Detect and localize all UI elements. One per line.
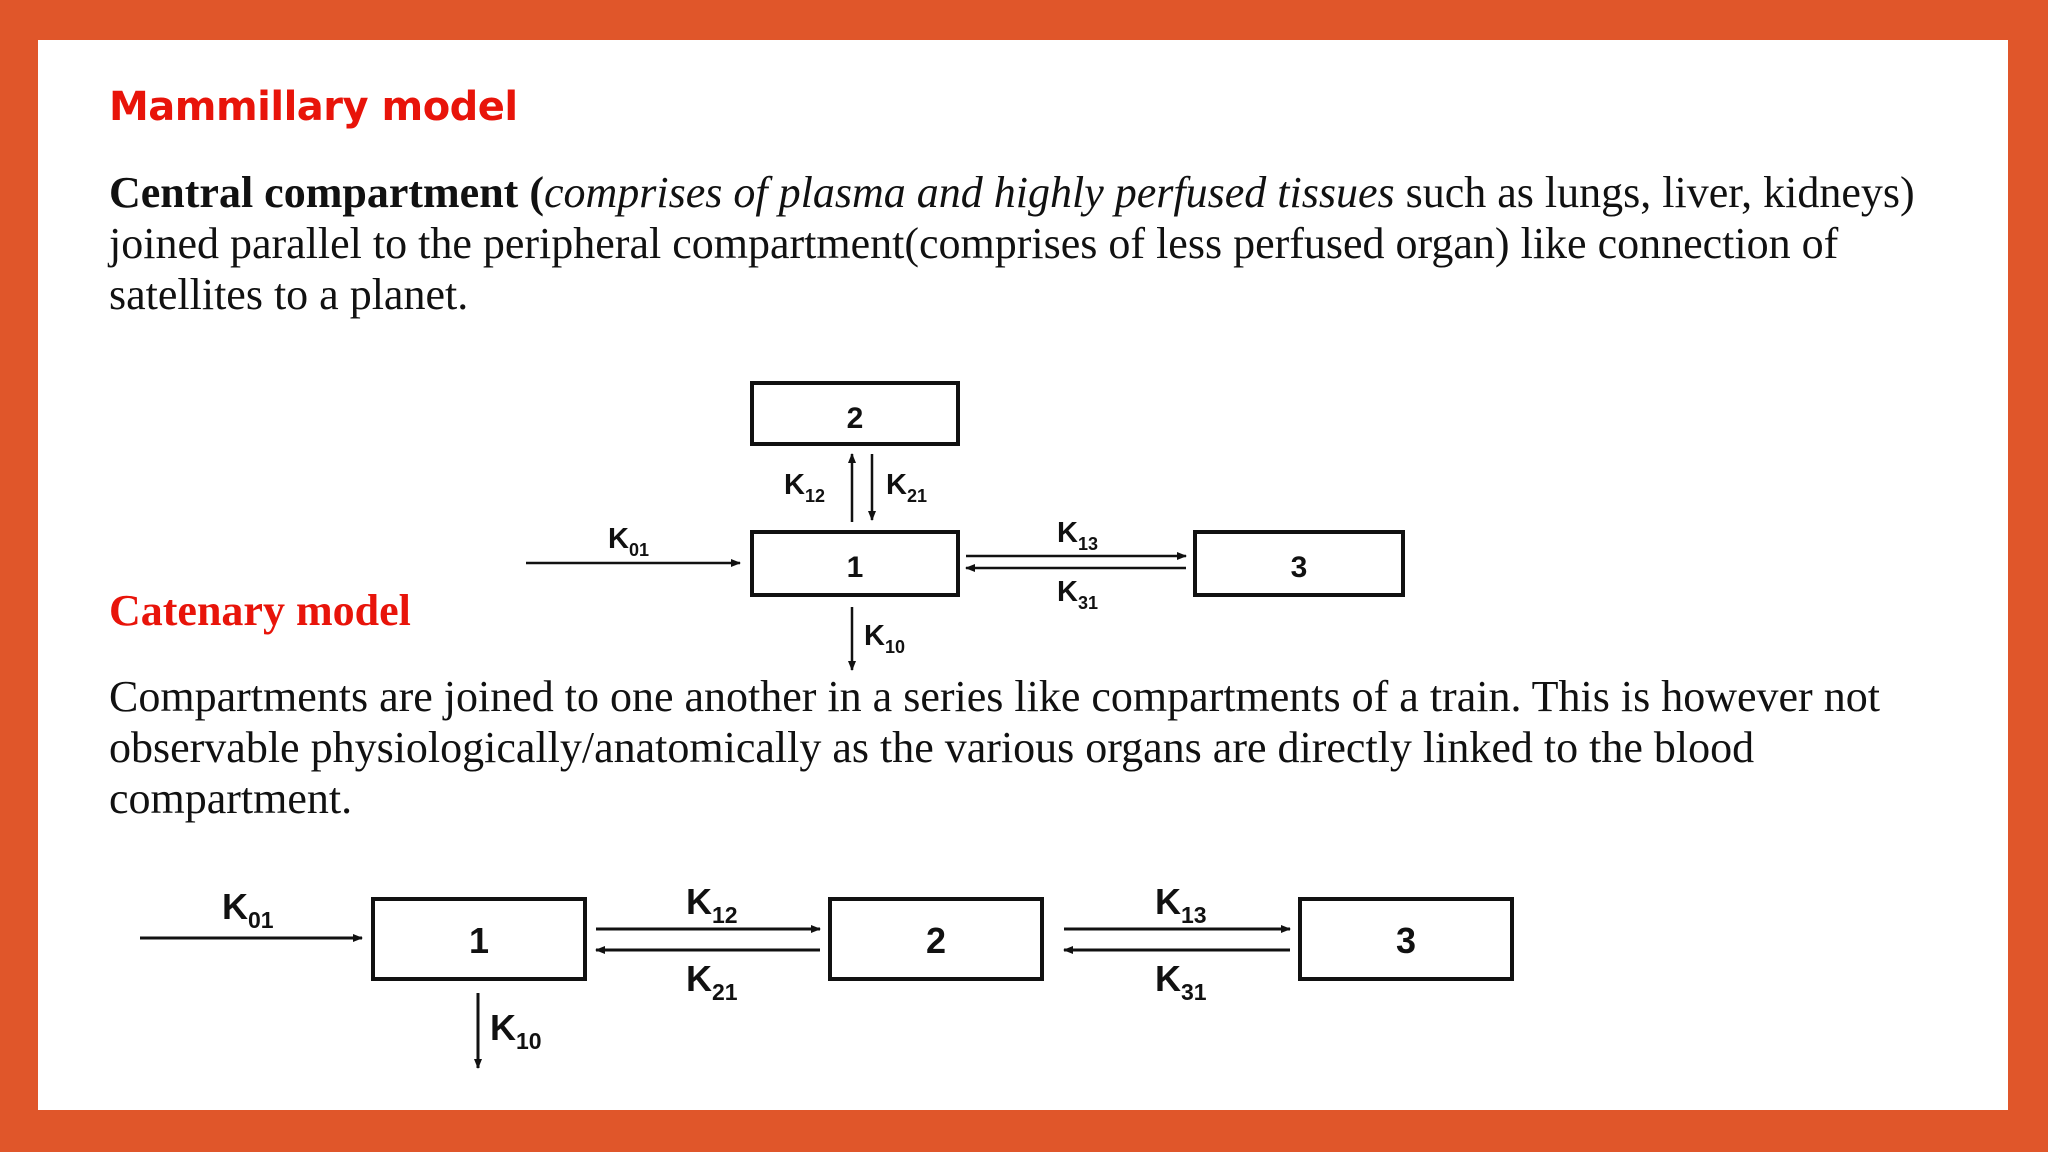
catenary-heading: Catenary model <box>109 586 411 635</box>
mammillary-paragraph: Central compartment (comprises of plasma and highly perfused tissues such as lungs, liver, kidneys) joined parallel to the peripheral compartment(comprises of less perfused organ) like connection of satellites to a planet. <box>109 168 1915 319</box>
catenary-k31-label: $K_{31}$ <box>1155 958 1207 1005</box>
catenary-box-3-label: 3 <box>1395 920 1417 961</box>
k13-label: $K_{13}$ <box>1057 517 1098 554</box>
catenary-box-2-label: 2 <box>925 920 947 961</box>
central-compartment-definition: comprises of plasma and highly perfused tissues <box>543 168 1395 217</box>
mammillary-heading: Mammillary model <box>109 84 518 130</box>
mammillary-diagram <box>526 383 1403 670</box>
k21-label: $K_{21}$ <box>886 469 927 506</box>
catenary-k01-label: $K_{01}$ <box>222 886 274 933</box>
catenary-k21-label: $K_{21}$ <box>686 958 738 1005</box>
catenary-k12-label: $K_{12}$ <box>686 881 738 928</box>
catenary-diagram <box>140 881 1512 1068</box>
k12-label: $K_{12}$ <box>784 469 825 506</box>
catenary-box-1-label: 1 <box>468 920 490 961</box>
k10-label: $K_{10}$ <box>864 620 905 657</box>
compartment-3-label: 3 <box>1290 551 1308 584</box>
central-compartment-term: Central compartment <box>109 168 519 217</box>
catenary-k10-label: $K_{10}$ <box>490 1007 542 1054</box>
compartment-2-label: 2 <box>846 402 864 435</box>
catenary-paragraph: Compartments are joined to one another in a series like compartments of a train. This is however not observable physiologically/anatomically as the various organs are directly linked to the blood compartment. <box>109 672 1880 823</box>
k31-label: $K_{31}$ <box>1057 576 1098 613</box>
catenary-k13-label: $K_{13}$ <box>1155 881 1207 928</box>
k01-label: $K_{01}$ <box>608 523 649 560</box>
compartment-1-label: 1 <box>846 551 864 584</box>
